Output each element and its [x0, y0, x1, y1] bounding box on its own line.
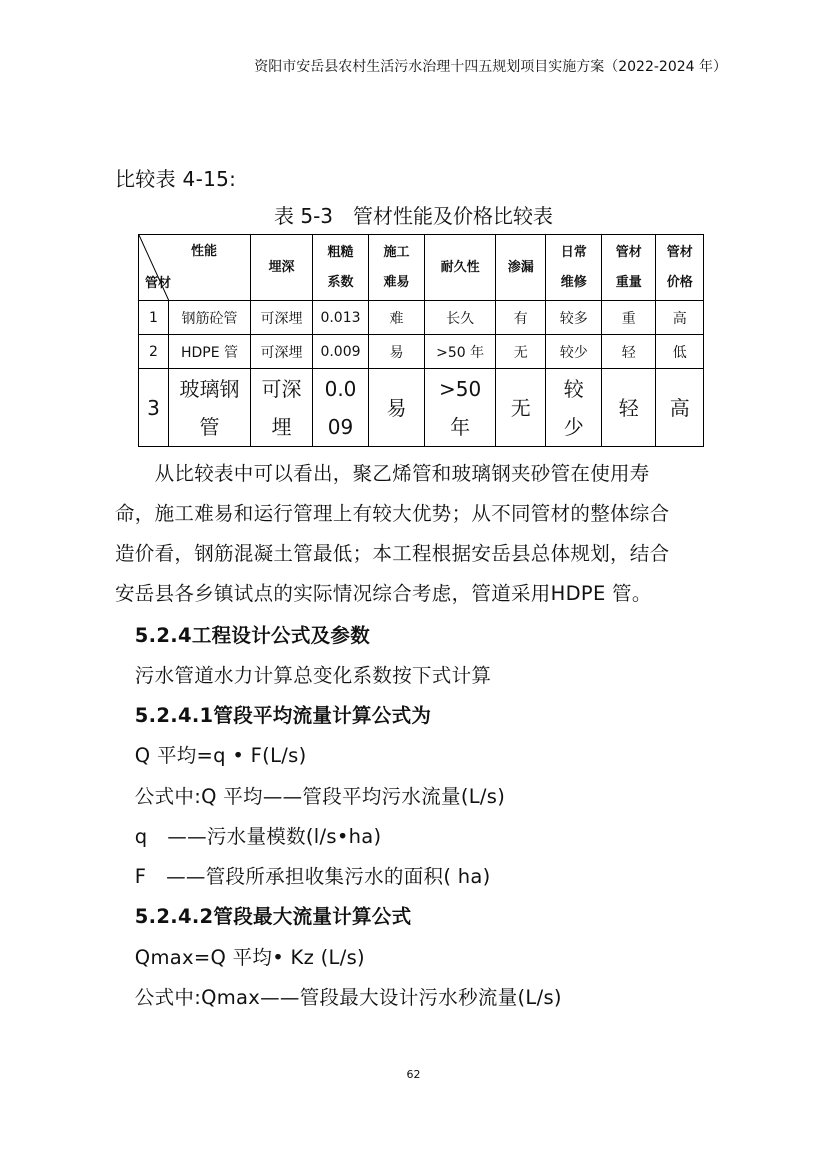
- header-label: 耐久性: [440, 259, 480, 275]
- cell: 较多: [546, 301, 602, 335]
- header-label: 施工难易: [383, 244, 410, 290]
- cell: 较少: [546, 369, 602, 447]
- cell: 1: [139, 301, 169, 335]
- header-label: 埋深: [268, 259, 295, 275]
- cell: 玻璃钢管: [169, 369, 251, 447]
- table-row: [139, 301, 704, 335]
- header-label: 日常维修: [560, 244, 587, 290]
- header-cell: [313, 235, 369, 301]
- cell: 重: [602, 301, 656, 335]
- formula-line: q ——污水量模数(l/s•ha): [115, 825, 382, 848]
- diag-top-label: 性能: [191, 244, 218, 259]
- paragraph-line: 污水管道水力计算总变化系数按下式计算: [115, 664, 492, 687]
- page-number: 62: [406, 1068, 421, 1081]
- pipe-comparison-table: [138, 234, 704, 447]
- header-label: 管材重量: [615, 244, 642, 290]
- formula-line: F ——管段所承担收集污水的面积( ha): [115, 865, 491, 888]
- running-header: 资阳市安岳县农村生活污水治理十四五规划项目实施方案（2022-2024 年）: [254, 59, 727, 75]
- section-heading: 5.2.4.1管段平均流量计算公式为: [115, 704, 432, 727]
- cell: 有: [496, 301, 546, 335]
- paragraph-line: 安岳县各乡镇试点的实际情况综合考虑，管道采用HDPE 管。: [115, 582, 652, 605]
- cell: 无: [496, 369, 546, 447]
- paragraph-line: 从比较表中可以看出，聚乙烯管和玻璃钢夹砂管在使用寿: [115, 462, 650, 485]
- formula-line: 公式中:Q 平均——管段平均污水流量(L/s): [115, 785, 506, 808]
- cell: 0.009: [313, 369, 369, 447]
- section-heading: 5.2.4.2管段最大流量计算公式: [115, 905, 412, 928]
- header-label: 粗糙系数: [327, 244, 354, 290]
- cell: 可深埋: [251, 335, 313, 369]
- header-cell: [602, 235, 656, 301]
- diag-bottom-label: 管材: [145, 276, 172, 291]
- table-title: 表 5-3 管材性能及价格比较表: [273, 204, 554, 228]
- table-row: [139, 369, 704, 447]
- formula-line: 公式中:Qmax——管段最大设计污水秒流量(L/s): [115, 986, 562, 1009]
- cell: 高: [656, 369, 704, 447]
- table-row: [139, 335, 704, 369]
- cell: 3: [139, 369, 169, 447]
- paragraph-line: 命，施工难易和运行管理上有较大优势；从不同管材的整体综合: [115, 502, 670, 525]
- cell: 轻: [602, 369, 656, 447]
- header-cell: [251, 235, 313, 301]
- cell: HDPE 管: [169, 335, 251, 369]
- header-cell: [369, 235, 425, 301]
- cell: 易: [369, 335, 425, 369]
- cell: >50年: [425, 369, 496, 447]
- cell: 无: [496, 335, 546, 369]
- cell: 轻: [602, 335, 656, 369]
- cell: 低: [656, 335, 704, 369]
- paragraph-line: 造价看，钢筋混凝土管最低；本工程根据安岳县总体规划，结合: [115, 542, 670, 565]
- cell: 长久: [425, 301, 496, 335]
- intro-label: 比较表 4-15:: [115, 167, 237, 191]
- cell: >50 年: [425, 335, 496, 369]
- formula-line: Qmax=Q 平均• Kz (L/s): [115, 946, 365, 969]
- cell: 2: [139, 335, 169, 369]
- formula-line: Q 平均=q • F(L/s): [115, 744, 307, 767]
- cell: 可深埋: [251, 369, 313, 447]
- cell: 0.013: [313, 301, 369, 335]
- cell: 可深埋: [251, 301, 313, 335]
- diagonal-header-cell: [139, 235, 251, 301]
- cell: 高: [656, 301, 704, 335]
- cell: 钢筋砼管: [169, 301, 251, 335]
- section-heading: 5.2.4工程设计公式及参数: [115, 624, 371, 647]
- header-label: 渗漏: [507, 259, 534, 275]
- header-label: 管材价格: [666, 244, 693, 290]
- header-cell: [496, 235, 546, 301]
- cell: 0.009: [313, 335, 369, 369]
- header-cell: [546, 235, 602, 301]
- cell: 难: [369, 301, 425, 335]
- header-cell: [656, 235, 704, 301]
- header-cell: [425, 235, 496, 301]
- cell: 易: [369, 369, 425, 447]
- cell: 较少: [546, 335, 602, 369]
